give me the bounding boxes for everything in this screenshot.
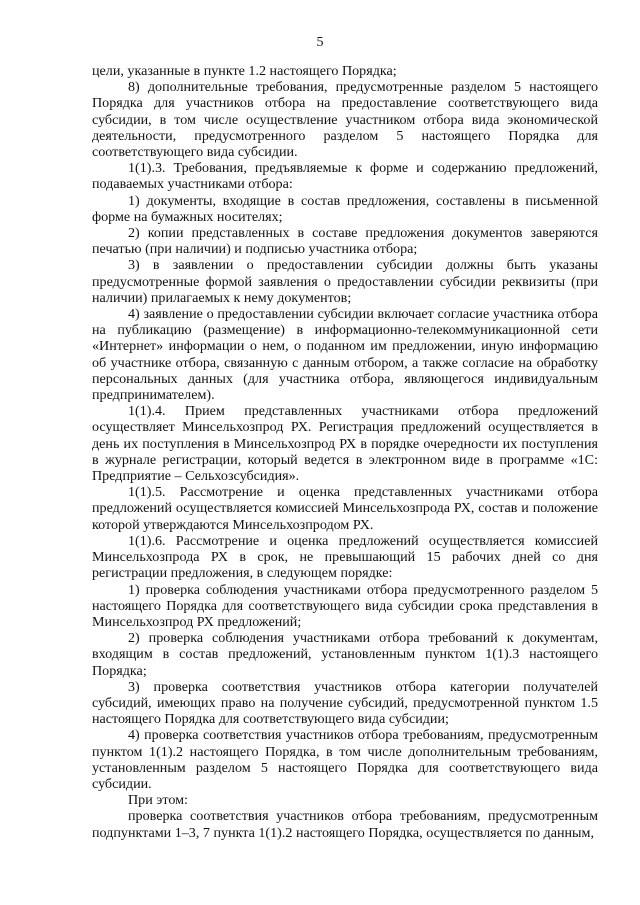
- paragraph-check-2: 2) проверка соблюдения участниками отбора требований к документам, входящим в состав предложений, установленным пунктом 1(1).3 настоящего Порядка;: [92, 630, 598, 679]
- page-number: 5: [316, 35, 324, 50]
- paragraph-item-1: 1) документы, входящие в состав предложения, составлены в письменной форме на бумажных носителях;: [92, 192, 598, 225]
- paragraph-check-1: 1) проверка соблюдения участниками отбора предусмотренного разделом 5 настоящего Порядка для соответствующего вида субсидии срока представления в Минсельхозпрод РХ предложений;: [92, 581, 598, 630]
- paragraph-clause-1-1-4: 1(1).4. Прием представленных участниками отбора предложений осуществляет Минсельхозпрод РХ. Регистрация предложений осуществляется в день их поступления в Минсельхозпрод РХ в порядке очередности их поступления в журнале регистрации, который ведется в электронном виде в программе «1С: Предприятие – Сельхозсубсидия».: [92, 403, 598, 485]
- paragraph-verification: проверка соответствия участников отбора требованиям, предусмотренным подпунктами 1–3, 7 пункта 1(1).2 настоящего Порядка, осуществляется по данным,: [92, 808, 598, 841]
- document-body: [92, 63, 598, 841]
- paragraph-item-3: 3) в заявлении о предоставлении субсидии должны быть указаны предусмотренные формой заявления о предоставлении субсидии реквизиты (при наличии) прилагаемых к нему документов;: [92, 257, 598, 306]
- paragraph-item-4: 4) заявление о предоставлении субсидии включает согласие участника отбора на публикацию (размещение) в информационно-телекоммуникационной сети «Интернет» информации о нем, о поданном им предложении, иную информацию об участнике отбора, связанную с данным отбором, а также согласие на обработку персональных данных (для участника отбора, являющегося индивидуальным предпринимателем).: [92, 306, 598, 404]
- paragraph-clause-1-1-6: 1(1).6. Рассмотрение и оценка предложений осуществляется комиссией Минсельхозпрода РХ в срок, не превышающий 15 рабочих дней со дня регистрации предложения, в следующем порядке:: [92, 532, 598, 582]
- paragraph-clause-1-1-3: 1(1).3. Требования, предъявляемые к форме и содержанию предложений, подаваемых участниками отбора:: [92, 160, 598, 193]
- paragraph-clause-1-1-5: 1(1).5. Рассмотрение и оценка представленных участниками отбора предложений осуществляется комиссией Минсельхозпрода РХ, состав и положение которой утверждаются Минсельхозпродом РХ.: [92, 484, 598, 533]
- paragraph-item-8: 8) дополнительные требования, предусмотренные разделом 5 настоящего Порядка для участников отбора на предоставление соответствующего вида субсидии, в том числе осуществление участником отбора вида экономической деятельности, предусмотренного разделом 5 настоящего Порядка для соответствующего вида субсидии.: [92, 79, 598, 161]
- paragraph-check-3: 3) проверка соответствия участников отбора категории получателей субсидий, имеющих право на получение субсидий, предусмотренной пунктом 1.5 настоящего Порядка для соответствующего вида субсидии;: [92, 678, 598, 728]
- paragraph-continuation: цели, указанные в пункте 1.2 настоящего Порядка;: [92, 63, 397, 79]
- paragraph-check-4: 4) проверка соответствия участников отбора требованиям, предусмотренным пунктом 1(1).2 настоящего Порядка, в том числе дополнительным требованиям, установленным разделом 5 настоящего Порядка для соответствующего вида субсидии.: [92, 727, 598, 792]
- paragraph-note: При этом:: [128, 792, 188, 809]
- paragraph-item-2: 2) копии представленных в составе предложения документов заверяются печатью (при наличии) и подписью участника отбора;: [92, 225, 598, 258]
